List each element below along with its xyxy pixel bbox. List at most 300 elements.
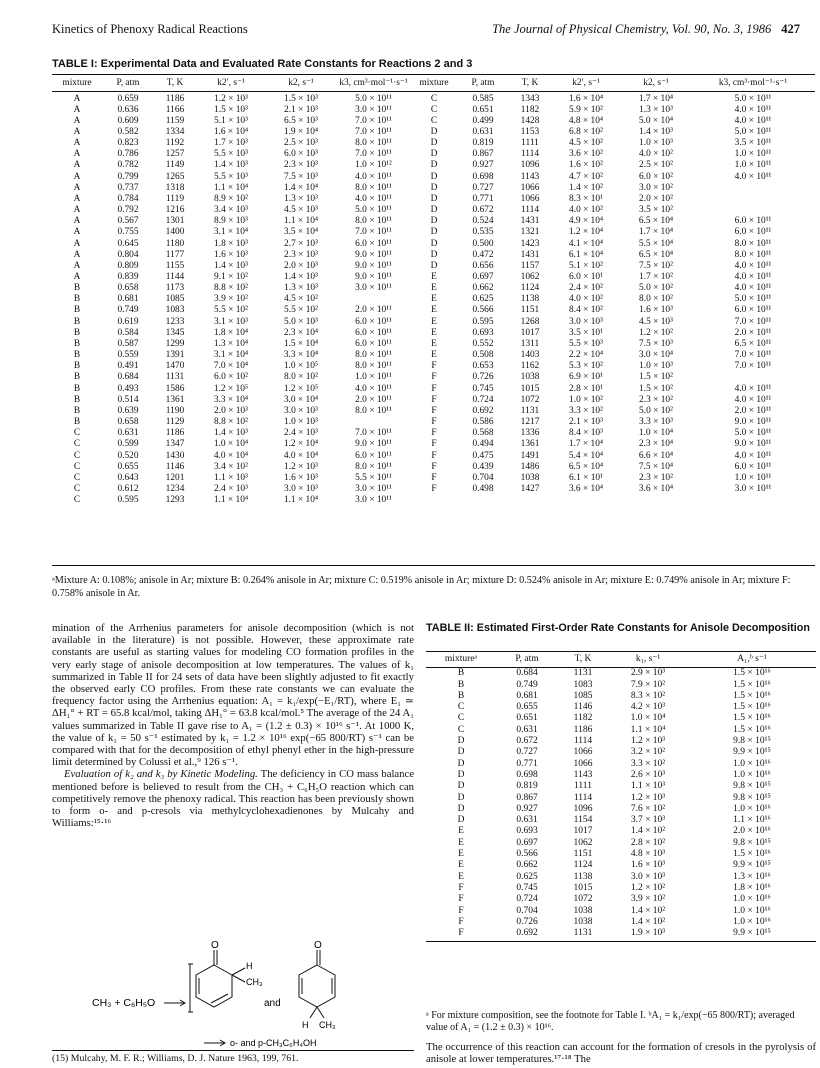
table1-cell: 3.6 × 10² bbox=[569, 149, 603, 160]
table1-cell bbox=[336, 294, 411, 305]
table1-cell: 1334 bbox=[165, 126, 185, 137]
table2-cell: 0.867 bbox=[516, 792, 538, 803]
table2-cell: F bbox=[426, 928, 496, 942]
table1-cell: 1470 bbox=[165, 361, 185, 372]
body-text-right: The occurrence of this reaction can account for the formation of cresols in the pyrolysis of anisole at lower temperatures.¹⁷·¹⁸ The bbox=[426, 1041, 816, 1066]
table1-cell: 5.5 × 10³ bbox=[569, 338, 603, 349]
table1-cell: 1192 bbox=[165, 138, 185, 149]
table2-cell: 0.684 bbox=[516, 668, 538, 679]
table1-cell: 7.0 × 10¹¹ bbox=[355, 149, 392, 160]
table2-cell: 1062 bbox=[573, 837, 593, 848]
table2-cell: 1.2 × 10² bbox=[630, 882, 666, 893]
table1-cell: 3.4 × 10² bbox=[214, 461, 248, 472]
table2-header-cell: P, atm bbox=[496, 652, 558, 668]
table1-cell: 1.1 × 10⁴ bbox=[213, 495, 249, 506]
table1-cell: 7.5 × 10³ bbox=[284, 171, 318, 182]
table1-cell: 0.500 bbox=[472, 238, 494, 249]
table1-cell: 1.8 × 10⁴ bbox=[213, 327, 249, 338]
table1-cell: 1111 bbox=[521, 138, 539, 149]
table1-row bbox=[52, 305, 815, 316]
table1-cell: 0.585 bbox=[472, 93, 494, 104]
table1-cell: 8.0 × 10¹¹ bbox=[734, 249, 772, 260]
para-ch3-label: CH₃ bbox=[319, 1020, 336, 1030]
table2-cell: 1111 bbox=[574, 781, 592, 792]
table2-cell: D bbox=[457, 747, 465, 758]
table1-row bbox=[52, 216, 815, 227]
table2-cell: 1083 bbox=[573, 679, 593, 690]
table1-cell: A bbox=[73, 205, 81, 216]
table2-cell: 1131 bbox=[573, 668, 593, 679]
table1-cell: 7.0 × 10¹¹ bbox=[355, 115, 392, 126]
table1-cell: 1066 bbox=[520, 193, 540, 204]
table1-cell: 2.4 × 10³ bbox=[284, 428, 318, 439]
table1-top-rule bbox=[52, 74, 815, 75]
table2-cell: F bbox=[458, 882, 464, 893]
table1-cell: 1173 bbox=[165, 283, 185, 294]
table2-cell: D bbox=[457, 803, 465, 814]
table1-cell: 6.0 × 10¹¹ bbox=[355, 316, 392, 327]
table1-cell: 4.0 × 10¹¹ bbox=[734, 394, 772, 405]
table1-row bbox=[52, 451, 815, 462]
table1-cell: 0.749 bbox=[117, 305, 139, 316]
table2-cell: 1143 bbox=[573, 769, 593, 780]
table1-cell: 8.0 × 10¹¹ bbox=[355, 361, 392, 372]
table1-cell: A bbox=[73, 171, 81, 182]
table1-cell: 0.658 bbox=[117, 283, 139, 294]
table2-row bbox=[426, 668, 816, 680]
table1-cell: 5.0 × 10¹¹ bbox=[734, 126, 772, 137]
table1-cell: 3.0 × 10⁴ bbox=[638, 350, 674, 361]
table1-cell: 7.5 × 10² bbox=[639, 260, 673, 271]
table1-cell: 8.0 × 10¹¹ bbox=[355, 138, 392, 149]
table1-cell: 0.839 bbox=[117, 272, 139, 282]
table2-cell: 1015 bbox=[573, 882, 593, 893]
table1-cell: 0.804 bbox=[117, 249, 139, 260]
table1-row bbox=[52, 439, 815, 450]
table1-cell: F bbox=[431, 439, 437, 450]
table1-cell: 5.5 × 10² bbox=[214, 305, 248, 316]
table1-cell: 1.0 × 10² bbox=[569, 394, 603, 405]
table1-cell: 3.5 × 10¹ bbox=[569, 327, 603, 338]
table1-cell: 9.0 × 10¹¹ bbox=[734, 417, 772, 428]
table1-cell bbox=[691, 495, 815, 506]
table1-cell: A bbox=[73, 216, 81, 227]
table2-cell: 1114 bbox=[573, 736, 593, 747]
table1-cell: E bbox=[431, 283, 437, 294]
table2-row bbox=[426, 928, 816, 942]
table1-cell: 1217 bbox=[520, 417, 540, 428]
table2-row bbox=[426, 725, 816, 736]
table1-cell: 3.0 × 10¹¹ bbox=[734, 483, 772, 494]
table1-cell: 3.0 × 10¹¹ bbox=[355, 483, 392, 494]
table1-cell: 8.0 × 10¹¹ bbox=[355, 182, 392, 193]
table1-cell: 6.9 × 10¹ bbox=[569, 372, 603, 383]
table2-row bbox=[426, 770, 816, 781]
scheme-reactants: CH₃ + C₆H₅O bbox=[92, 997, 156, 1009]
table1-cell: 0.726 bbox=[472, 372, 494, 383]
table1-cell: 5.0 × 10¹¹ bbox=[734, 428, 772, 439]
table1-cell: 1.4 × 10³ bbox=[214, 260, 248, 271]
table1-row bbox=[52, 172, 815, 183]
table2-cell: 0.697 bbox=[516, 837, 538, 848]
table1-cell: 0.625 bbox=[472, 294, 494, 305]
table1-cell: 3.3 × 10² bbox=[569, 405, 603, 416]
table1-cell: 6.0 × 10¹¹ bbox=[355, 238, 392, 249]
table2-cell: 0.745 bbox=[516, 882, 538, 893]
table1-cell: 4.0 × 10¹¹ bbox=[734, 104, 772, 115]
table1-row bbox=[52, 138, 815, 149]
table2-cell: 1.5 × 10¹⁶ bbox=[733, 679, 771, 690]
table1-cell: B bbox=[73, 361, 81, 372]
table1-cell: 1.0 × 10⁴ bbox=[213, 439, 249, 450]
table1-cell: 1216 bbox=[165, 205, 185, 216]
table1-cell: 2.3 × 10³ bbox=[284, 160, 318, 171]
table1-cell: 0.584 bbox=[117, 327, 139, 338]
table1-cell: 0.867 bbox=[472, 149, 494, 160]
table2-cell: 1124 bbox=[573, 860, 593, 871]
table1-cell: 4.0 × 10² bbox=[569, 205, 603, 216]
table1-cell: 0.566 bbox=[472, 305, 494, 316]
table1-cell: 0.771 bbox=[472, 193, 494, 204]
table1-cell: 2.1 × 10³ bbox=[284, 104, 318, 115]
table1-cell: 0.567 bbox=[117, 216, 139, 227]
table2-row bbox=[426, 691, 816, 702]
table1-cell: 1066 bbox=[520, 182, 540, 193]
table1-cell: E bbox=[431, 338, 437, 349]
table1-caption: TABLE I: Experimental Data and Evaluated Rate Constants for Reactions 2 and 3 bbox=[52, 58, 473, 70]
ortho-dienone-structure bbox=[188, 950, 245, 1012]
table2-cell: 2.0 × 10¹⁶ bbox=[733, 826, 771, 837]
table1-cell: 8.0 × 10¹¹ bbox=[355, 405, 392, 416]
table1-cell: 2.5 × 10² bbox=[639, 160, 673, 171]
table1-cell: D bbox=[430, 171, 438, 182]
table1-cell: 8.0 × 10¹¹ bbox=[355, 461, 392, 472]
table1-cell: 1430 bbox=[165, 450, 185, 461]
table1-cell: 1.3 × 10³ bbox=[284, 283, 318, 294]
table1-cell: 1400 bbox=[165, 227, 185, 238]
table1-cell: 7.0 × 10¹¹ bbox=[734, 361, 772, 372]
table1-cell: 0.475 bbox=[472, 450, 494, 461]
table2-row bbox=[426, 680, 816, 691]
table1-row bbox=[52, 350, 815, 361]
table1-cell: 1403 bbox=[520, 350, 540, 361]
table2-cell: 1.0 × 10¹⁶ bbox=[733, 916, 771, 927]
table1-cell: 7.0 × 10¹¹ bbox=[734, 350, 772, 361]
table2-cell: 1131 bbox=[558, 928, 608, 942]
table1-cell: 0.439 bbox=[472, 461, 494, 472]
table1-cell: 1.7 × 10³ bbox=[214, 138, 248, 149]
table1-cell: 0.697 bbox=[472, 272, 494, 282]
table1-cell: 1129 bbox=[165, 417, 185, 428]
table1-cell: A bbox=[73, 249, 81, 260]
table1-cell: 3.0 × 10³ bbox=[569, 316, 603, 327]
table2-cell: 1.0 × 10¹⁶ bbox=[733, 803, 771, 814]
table1-cell: 6.5 × 10³ bbox=[284, 115, 318, 126]
table1-cell: 7.5 × 10³ bbox=[639, 338, 673, 349]
table1-cell: 1159 bbox=[165, 115, 185, 126]
table2-cell: 7.9 × 10² bbox=[630, 679, 666, 690]
table2-header-cell: k₁, s⁻¹ bbox=[608, 652, 688, 668]
table1-cell: 1.2 × 10³ bbox=[284, 461, 318, 472]
table1-cell: 9.0 × 10¹¹ bbox=[734, 439, 772, 450]
table1-cell: 1.4 × 10³ bbox=[639, 126, 673, 137]
table2-cell: 0.749 bbox=[516, 679, 538, 690]
table1-cell: 9.1 × 10² bbox=[214, 272, 248, 282]
table1-cell: 2.3 × 10² bbox=[639, 472, 673, 483]
table2-row bbox=[426, 747, 816, 758]
table1-row bbox=[52, 105, 815, 116]
table1-cell: 1.6 × 10² bbox=[569, 160, 603, 171]
table1-cell: 0.792 bbox=[117, 205, 139, 216]
table1-cell: 1.6 × 10³ bbox=[214, 249, 248, 260]
table2-cell: 1.2 × 10³ bbox=[630, 792, 666, 803]
table1-cell: 5.0 × 10¹¹ bbox=[734, 294, 772, 305]
table1-cell: 1293 bbox=[165, 495, 185, 506]
table2-header-cell: A₁,ᵇ s⁻¹ bbox=[688, 652, 816, 668]
table1-cell: 5.0 × 10⁴ bbox=[638, 115, 674, 126]
table2-cell: 1085 bbox=[573, 690, 593, 701]
table1-row bbox=[52, 239, 815, 250]
table1-cell: 4.1 × 10⁴ bbox=[568, 238, 604, 249]
table1-cell: 3.3 × 10³ bbox=[639, 417, 673, 428]
table1-cell: 1361 bbox=[165, 394, 185, 405]
journal-citation: The Journal of Physical Chemistry, Vol. 90, No. 3, 1986 bbox=[492, 22, 772, 36]
table2-cell: D bbox=[457, 792, 465, 803]
table2-cell: 3.7 × 10³ bbox=[630, 815, 666, 826]
table2-cell: 0.727 bbox=[516, 747, 538, 758]
table2-cell: 1138 bbox=[573, 871, 593, 882]
table1-row bbox=[52, 261, 815, 272]
table1-cell: D bbox=[430, 149, 438, 160]
table1-cell: 9.0 × 10¹¹ bbox=[355, 439, 392, 450]
table1-cell: 5.5 × 10² bbox=[284, 305, 318, 316]
table1-cell: 1486 bbox=[520, 461, 540, 472]
table2-cell: 1.1 × 10³ bbox=[630, 781, 666, 792]
table1-header-cell: mixture bbox=[52, 78, 102, 91]
table1-cell: 1345 bbox=[165, 327, 185, 338]
table1-cell: 6.5 × 10⁴ bbox=[568, 461, 604, 472]
table1-cell: B bbox=[73, 372, 81, 383]
table1-cell: 1.2 × 10⁵ bbox=[213, 383, 249, 394]
table1-cell: 0.704 bbox=[472, 472, 494, 483]
table1-cell: 5.0 × 10² bbox=[639, 283, 673, 294]
table1-cell: 3.9 × 10² bbox=[214, 294, 248, 305]
table1 bbox=[52, 78, 815, 506]
table2-cell: 8.3 × 10² bbox=[630, 690, 666, 701]
table1-cell: 1491 bbox=[520, 450, 540, 461]
table1-cell: 3.5 × 10¹¹ bbox=[734, 138, 772, 149]
table1-cell: 4.0 × 10¹¹ bbox=[355, 171, 392, 182]
table1-cell: 6.0 × 10¹¹ bbox=[355, 450, 392, 461]
table1-cell: 0.656 bbox=[472, 260, 494, 271]
table1-cell: 1.2 × 10⁴ bbox=[283, 439, 319, 450]
table1-cell: 0.684 bbox=[117, 372, 139, 383]
table1-cell: 1072 bbox=[520, 394, 540, 405]
table1-cell: A bbox=[73, 149, 81, 160]
table1-cell: 8.3 × 10¹ bbox=[569, 193, 603, 204]
table2-cell: 0.927 bbox=[516, 803, 538, 814]
table1-cell: 6.5 × 10⁴ bbox=[638, 216, 674, 227]
table1-cell: 0.655 bbox=[117, 461, 139, 472]
table1-cell: 1.4 × 10⁴ bbox=[283, 182, 319, 193]
table1-cell: 5.0 × 10² bbox=[639, 405, 673, 416]
table1-cell: 1155 bbox=[165, 260, 185, 271]
table1-cell: 4.0 × 10¹¹ bbox=[734, 450, 772, 461]
table2-row bbox=[426, 838, 816, 849]
scheme-and: and bbox=[264, 998, 281, 1009]
table1-cell: 1268 bbox=[520, 316, 540, 327]
table1-row bbox=[52, 160, 815, 171]
running-header: Kinetics of Phenoxy Radical Reactions bbox=[52, 22, 248, 36]
table2-cell: 0.672 bbox=[516, 736, 538, 747]
table2-row bbox=[426, 849, 816, 860]
table1-cell: D bbox=[430, 138, 438, 149]
table1-cell: 0.586 bbox=[472, 417, 494, 428]
table1-cell: 1.5 × 10³ bbox=[214, 104, 248, 115]
table2-cell: 0.771 bbox=[516, 758, 538, 769]
table1-cell: 0.784 bbox=[117, 193, 139, 204]
table1-cell: 1.0 × 10³ bbox=[284, 417, 318, 428]
table1-cell: 0.681 bbox=[117, 294, 139, 305]
table1-cell: 1083 bbox=[165, 305, 185, 316]
table2-row bbox=[426, 793, 816, 804]
table2-cell: 0.698 bbox=[516, 769, 538, 780]
table1-cell: D bbox=[430, 160, 438, 171]
table2-cell: 1038 bbox=[573, 905, 593, 916]
table1-cell: 4.5 × 10² bbox=[284, 294, 318, 305]
table1-cell: 1.5 × 10² bbox=[639, 383, 673, 394]
table1-cell: F bbox=[431, 394, 437, 405]
table1-cell: 0.559 bbox=[117, 350, 139, 361]
table2-cell: 0.819 bbox=[516, 781, 538, 792]
table1-cell: 3.5 × 10² bbox=[639, 205, 673, 216]
table1-cell: 2.0 × 10¹¹ bbox=[355, 305, 392, 316]
table1-cell: 1.5 × 10⁴ bbox=[283, 338, 319, 349]
table1-cell: 7.0 × 10⁴ bbox=[213, 361, 249, 372]
table1-cell: 3.0 × 10³ bbox=[284, 483, 318, 494]
table1-cell: C bbox=[73, 439, 81, 450]
table1-cell: D bbox=[430, 193, 438, 204]
table1-cell: 5.0 × 10¹¹ bbox=[734, 93, 772, 104]
table1-cell: 0.520 bbox=[117, 450, 139, 461]
table1-cell: A bbox=[73, 182, 81, 193]
table1-cell: 1182 bbox=[520, 104, 540, 115]
table2-cell: F bbox=[458, 894, 464, 905]
table1-cell: 1.9 × 10⁴ bbox=[283, 126, 319, 137]
table1-cell: 0.755 bbox=[117, 227, 139, 238]
table2-cell: 1146 bbox=[573, 702, 593, 713]
table1-cell: 2.7 × 10³ bbox=[284, 238, 318, 249]
table1-cell: 8.0 × 10² bbox=[639, 294, 673, 305]
table1-cell: 0.493 bbox=[117, 383, 139, 394]
table2-cell: 1.0 × 10¹⁶ bbox=[733, 769, 771, 780]
table1-cell: 1318 bbox=[165, 182, 185, 193]
table2-cell: 0.693 bbox=[516, 826, 538, 837]
table1-row bbox=[52, 339, 815, 350]
table1-cell: C bbox=[73, 472, 81, 483]
table1-cell: 1.4 × 10² bbox=[569, 182, 603, 193]
table1-cell: 2.4 × 10³ bbox=[214, 483, 248, 494]
table2-cell: 3.0 × 10³ bbox=[630, 871, 666, 882]
table1-cell: 8.8 × 10² bbox=[214, 283, 248, 294]
table1-cell: 1114 bbox=[520, 149, 540, 160]
table1-cell: 7.0 × 10¹¹ bbox=[734, 316, 772, 327]
table1-cell: 0.809 bbox=[117, 260, 139, 271]
table1-cell: D bbox=[430, 249, 438, 260]
table1-cell: 2.8 × 10¹ bbox=[569, 383, 603, 394]
table2-cell: 1.4 × 10² bbox=[630, 826, 666, 837]
table1-cell: 8.0 × 10² bbox=[284, 372, 318, 383]
table2-cell: 0.704 bbox=[516, 905, 538, 916]
table1-cell: 4.0 × 10² bbox=[639, 149, 673, 160]
table1-cell: 6.0 × 10¹¹ bbox=[734, 227, 772, 238]
table1-cell: 3.1 × 10⁴ bbox=[213, 350, 249, 361]
table1-cell: 0.552 bbox=[472, 338, 494, 349]
table1-cell: 3.4 × 10³ bbox=[214, 205, 248, 216]
table1-cell: 0.609 bbox=[117, 115, 139, 126]
table1-cell: 4.0 × 10⁴ bbox=[283, 450, 319, 461]
table1-cell: 1.6 × 10⁴ bbox=[213, 126, 249, 137]
table2-cell: D bbox=[457, 758, 465, 769]
table1-cell: 1.7 × 10⁴ bbox=[638, 227, 674, 238]
table1-cell: 1431 bbox=[520, 216, 540, 227]
table1-cell: 8.0 × 10¹¹ bbox=[734, 238, 772, 249]
table1-cell: 0.737 bbox=[117, 182, 139, 193]
table1-cell: 5.9 × 10² bbox=[569, 104, 603, 115]
table1-cell: A bbox=[73, 227, 81, 238]
table2-row bbox=[426, 815, 816, 826]
table1-cell: 1180 bbox=[165, 238, 185, 249]
table1-cell: 3.3 × 10⁴ bbox=[283, 350, 319, 361]
table2-cell: 1114 bbox=[573, 792, 593, 803]
table2-cell: 2.6 × 10³ bbox=[630, 769, 666, 780]
table1-cell: 2.0 × 10³ bbox=[284, 260, 318, 271]
paragraph-arrhenius: mination of the Arrhenius parameters for anisole decomposition (which is not available in the literature) is not possible. However, these approximate rate constants are useful as starting values for modeling CO formation profiles in the very early stage of anisole decomposition at low temperatures. The values of k₁ summarized in Table II for 24 sets of data have been slightly adjusted to fit exactly the observed early CO profiles. From these rate constants we can evaluate the frequency factor using the Arrhenius equation: A₁ = k₁/exp(−E₁/RT), where E₁ ≃ ΔH₁° + RT = 65.8 kcal/mol, taking ΔH₁° = 63.8 kcal/mol.⁵ The average of the 24 A₁ values summarized in Table II gave rise to A₁ = (1.2 ± 0.3) × 10¹⁶ s⁻¹. At 1000 K, the value of k₁ = 50 s⁻¹ estimated by k₁ = 1.2 × 10¹⁶ exp(−65 800/RT) s⁻¹ can be compared with that for the decomposition of ethyl phenyl ether in the high-pressure limit determined by Colussi et al.,⁹ 126 s⁻¹. bbox=[52, 622, 414, 769]
table1-cell: 1062 bbox=[520, 272, 540, 282]
table1-cell: 1.3 × 10⁴ bbox=[213, 338, 249, 349]
table1-cell: 0.645 bbox=[117, 238, 139, 249]
table1-cell: 8.0 × 10¹¹ bbox=[355, 350, 392, 361]
table1-cell: A bbox=[73, 272, 81, 282]
table1-cell: 7.5 × 10⁴ bbox=[638, 461, 674, 472]
table2-cell: 2.8 × 10² bbox=[630, 837, 666, 848]
table1-cell: 0.494 bbox=[472, 439, 494, 450]
table1-cell: 3.0 × 10¹¹ bbox=[355, 495, 392, 506]
table1-cell: 1.7 × 10⁴ bbox=[638, 93, 674, 104]
para-dienone-structure bbox=[299, 950, 335, 1018]
table1-cell: 0.745 bbox=[472, 383, 494, 394]
table2-cell: 1.9 × 10³ bbox=[608, 928, 688, 942]
table2-cell: 4.2 × 10³ bbox=[630, 702, 666, 713]
table1-cell: 0.819 bbox=[472, 138, 494, 149]
table2-cell: F bbox=[458, 916, 464, 927]
table2-cell: 9.9 × 10¹⁵ bbox=[733, 747, 771, 758]
table1-cell: 1.6 × 10³ bbox=[639, 305, 673, 316]
table2-row bbox=[426, 872, 816, 883]
table1-cell: E bbox=[431, 305, 437, 316]
para-h-label: H bbox=[302, 1020, 309, 1030]
table2-row bbox=[426, 906, 816, 917]
table1-cell: 4.9 × 10⁴ bbox=[568, 216, 604, 227]
table1-cell: 9.0 × 10¹¹ bbox=[355, 260, 392, 271]
table1-cell: 0.724 bbox=[472, 394, 494, 405]
table1-cell: 0.799 bbox=[117, 171, 139, 182]
table1-cell: 0.595 bbox=[117, 495, 139, 506]
table1-row bbox=[52, 372, 815, 383]
table1-cell: 1096 bbox=[520, 160, 540, 171]
table2-header-row bbox=[426, 652, 816, 668]
table1-cell: 1257 bbox=[165, 149, 185, 160]
